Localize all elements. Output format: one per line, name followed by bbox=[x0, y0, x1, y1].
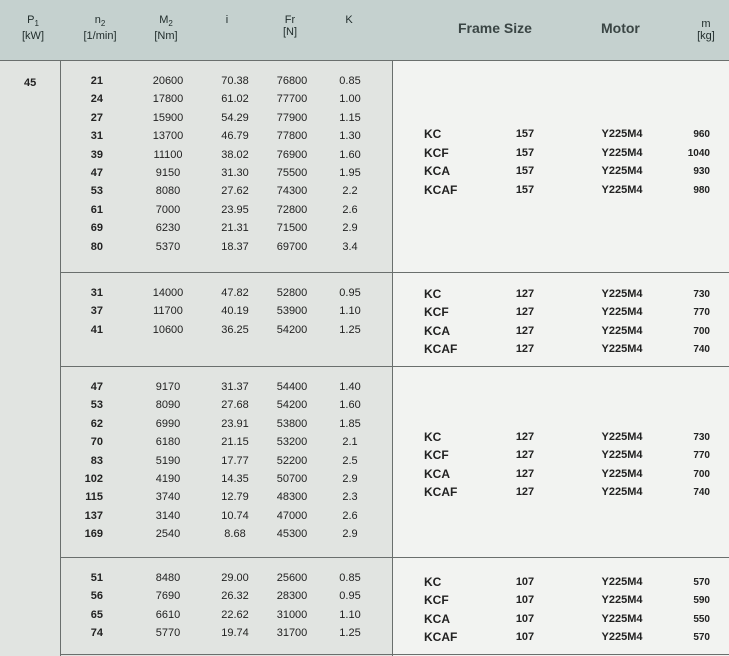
output-torque-cell: 5370 bbox=[155, 240, 181, 253]
output-torque-cell: 6230 bbox=[155, 222, 181, 235]
motor-cell: Y225M4 bbox=[601, 486, 643, 498]
frame-size-cell: 107 bbox=[515, 613, 535, 625]
frame-size-cell: 127 bbox=[515, 468, 535, 480]
header-k bbox=[334, 14, 364, 26]
model-type-cell: KC bbox=[424, 287, 442, 301]
output-torque-cell: 9170 bbox=[155, 381, 181, 393]
output-speed-cell: 83 bbox=[90, 454, 103, 467]
radial-load-cell: 54400 bbox=[276, 381, 308, 393]
model-type-cell: KCA bbox=[424, 612, 450, 626]
mass-cell: 700 bbox=[693, 326, 710, 337]
output-speed-cell: 21 bbox=[90, 75, 103, 87]
header-p1 bbox=[18, 14, 48, 42]
motor-cell: Y225M4 bbox=[601, 576, 643, 588]
ratio-cell: 46.79 bbox=[221, 130, 249, 143]
service-factor-cell: 0.95 bbox=[339, 287, 361, 299]
radial-load-cell: 76800 bbox=[276, 75, 308, 87]
model-type-cell: KCF bbox=[424, 146, 449, 160]
frame-size-cell: 157 bbox=[515, 165, 535, 177]
motor-cell: Y225M4 bbox=[601, 449, 643, 461]
frame-size-cell: 107 bbox=[515, 631, 535, 643]
model-type-cell: KCAF bbox=[424, 183, 458, 197]
frame-size-cell: 107 bbox=[515, 576, 535, 588]
service-factor-cell: 1.00 bbox=[339, 93, 361, 106]
frame-size-cell: 127 bbox=[515, 288, 535, 300]
output-speed-cell: 53 bbox=[90, 399, 103, 412]
header-p1-symbol: P bbox=[27, 14, 35, 26]
mass-cell: 980 bbox=[693, 185, 710, 196]
frame-size-cell: 157 bbox=[515, 128, 535, 140]
output-torque-cell: 11100 bbox=[153, 148, 183, 161]
model-type-cell: KCA bbox=[424, 164, 450, 178]
mass-cell: 930 bbox=[693, 166, 710, 177]
service-factor-cell: 2.1 bbox=[342, 436, 358, 449]
motor-cell: Y225M4 bbox=[601, 431, 643, 443]
header-m2-subscript: 2 bbox=[168, 19, 173, 29]
model-type-cell: KC bbox=[424, 127, 442, 141]
ratio-cell: 14.35 bbox=[221, 473, 249, 485]
header-fr-unit: [N] bbox=[282, 26, 298, 38]
ratio-cell: 26.32 bbox=[221, 590, 249, 603]
header-fr bbox=[264, 14, 316, 38]
service-factor-cell: 2.5 bbox=[342, 454, 358, 467]
ratio-cell: 21.31 bbox=[221, 222, 249, 235]
mass-cell: 570 bbox=[693, 632, 710, 643]
frame-size-cell: 127 bbox=[515, 486, 535, 498]
model-type-cell: KCAF bbox=[424, 342, 458, 356]
model-type-cell: KC bbox=[424, 430, 442, 444]
radial-load-cell: 47000 bbox=[276, 509, 308, 522]
radial-load-cell: 31000 bbox=[276, 608, 308, 621]
service-factor-cell: 2.9 bbox=[342, 528, 358, 541]
output-torque-cell: 14000 bbox=[152, 287, 184, 299]
motor-cell: Y225M4 bbox=[601, 306, 643, 318]
frame-size-cell: 107 bbox=[515, 594, 535, 606]
output-speed-cell: 24 bbox=[90, 93, 103, 106]
column-divider-p1 bbox=[60, 60, 61, 656]
service-factor-cell: 1.85 bbox=[339, 417, 361, 430]
frame-size-cell: 127 bbox=[515, 306, 535, 318]
ratio-cell: 31.30 bbox=[221, 167, 249, 179]
header-motor: Motor bbox=[601, 20, 640, 36]
output-speed-cell: 70 bbox=[90, 436, 103, 449]
output-speed-cell: 69 bbox=[90, 222, 103, 235]
ratio-cell: 23.95 bbox=[221, 203, 249, 216]
output-torque-cell: 2540 bbox=[155, 528, 181, 541]
ratio-cell: 31.37 bbox=[221, 381, 249, 393]
service-factor-cell: 0.85 bbox=[339, 75, 361, 87]
output-torque-cell: 8080 bbox=[155, 185, 181, 198]
service-factor-cell: 1.15 bbox=[339, 111, 361, 124]
header-p1-subscript: 1 bbox=[34, 19, 39, 29]
output-speed-cell: 61 bbox=[90, 203, 103, 216]
output-speed-cell: 65 bbox=[90, 608, 103, 621]
service-factor-cell: 1.25 bbox=[339, 323, 361, 336]
motor-cell: Y225M4 bbox=[601, 613, 643, 625]
ratio-cell: 61.02 bbox=[221, 93, 249, 106]
model-type-cell: KCF bbox=[424, 448, 449, 462]
service-factor-cell: 1.25 bbox=[339, 627, 361, 640]
ratio-cell: 47.82 bbox=[221, 287, 249, 299]
output-speed-cell: 47 bbox=[90, 381, 103, 393]
output-torque-cell: 15900 bbox=[152, 111, 184, 124]
service-factor-cell: 1.30 bbox=[339, 130, 361, 143]
header-ratio-symbol: i bbox=[225, 14, 229, 26]
radial-load-cell: 53900 bbox=[276, 305, 308, 318]
output-torque-cell: 11700 bbox=[153, 305, 183, 318]
output-torque-cell: 9150 bbox=[155, 167, 181, 179]
output-speed-cell: 102 bbox=[84, 473, 103, 485]
output-speed-cell: 47 bbox=[90, 167, 103, 179]
header-frame-size: Frame Size bbox=[458, 20, 532, 36]
frame-size-cell: 157 bbox=[515, 147, 535, 159]
output-speed-cell: 56 bbox=[90, 590, 103, 603]
mass-cell: 570 bbox=[693, 577, 710, 588]
ratio-cell: 10.74 bbox=[221, 509, 249, 522]
output-speed-cell: 53 bbox=[90, 185, 103, 198]
model-type-cell: KCA bbox=[424, 467, 450, 481]
output-torque-cell: 3740 bbox=[155, 491, 181, 504]
output-speed-cell: 137 bbox=[84, 509, 103, 522]
service-factor-cell: 0.95 bbox=[339, 590, 361, 603]
output-torque-cell: 8480 bbox=[155, 572, 181, 584]
frame-size-cell: 127 bbox=[515, 325, 535, 337]
header-rule bbox=[0, 60, 729, 61]
radial-load-cell: 50700 bbox=[276, 473, 308, 485]
ratio-cell: 36.25 bbox=[221, 323, 249, 336]
service-factor-cell: 0.85 bbox=[339, 572, 361, 584]
header-mass-unit: [kg] bbox=[697, 30, 715, 42]
header-n2-symbol: n bbox=[94, 14, 101, 26]
header-m2-unit: [Nm] bbox=[154, 30, 178, 43]
radial-load-cell: 45300 bbox=[276, 528, 308, 541]
motor-cell: Y225M4 bbox=[601, 631, 643, 643]
radial-load-cell: 28300 bbox=[276, 590, 308, 603]
header-n2-unit: [1/min] bbox=[83, 30, 117, 43]
output-torque-cell: 6180 bbox=[155, 436, 181, 449]
output-torque-cell: 20600 bbox=[152, 75, 184, 87]
output-speed-cell: 31 bbox=[90, 130, 103, 143]
radial-load-cell: 69700 bbox=[276, 240, 308, 253]
model-type-cell: KCF bbox=[424, 593, 449, 607]
frame-size-cell: 157 bbox=[515, 184, 535, 196]
motor-cell: Y225M4 bbox=[601, 147, 643, 159]
header-mass-symbol: m bbox=[701, 18, 711, 30]
radial-load-cell: 31700 bbox=[276, 627, 308, 640]
radial-load-cell: 52200 bbox=[276, 454, 308, 467]
p1-value: 45 bbox=[24, 77, 37, 89]
radial-load-cell: 76900 bbox=[276, 148, 308, 161]
radial-load-cell: 52800 bbox=[276, 287, 308, 299]
service-factor-cell: 3.4 bbox=[342, 240, 358, 253]
service-factor-cell: 2.6 bbox=[342, 509, 358, 522]
group-divider bbox=[60, 654, 729, 655]
mass-cell: 1040 bbox=[687, 148, 710, 159]
header-n2 bbox=[72, 14, 128, 42]
output-speed-cell: 39 bbox=[90, 148, 103, 161]
motor-cell: Y225M4 bbox=[601, 288, 643, 300]
output-torque-cell: 3140 bbox=[155, 509, 181, 522]
radial-load-cell: 75500 bbox=[276, 167, 308, 179]
service-factor-cell: 2.3 bbox=[342, 491, 358, 504]
mass-cell: 960 bbox=[693, 129, 710, 140]
ratio-cell: 40.19 bbox=[221, 305, 249, 318]
motor-cell: Y225M4 bbox=[601, 325, 643, 337]
motor-cell: Y225M4 bbox=[601, 468, 643, 480]
output-speed-cell: 80 bbox=[90, 240, 103, 253]
frame-size-cell: 127 bbox=[515, 431, 535, 443]
service-factor-cell: 1.40 bbox=[339, 381, 361, 393]
ratio-cell: 70.38 bbox=[221, 75, 249, 87]
output-torque-cell: 7000 bbox=[155, 203, 181, 216]
service-factor-cell: 1.10 bbox=[339, 608, 361, 621]
output-speed-cell: 115 bbox=[85, 491, 103, 504]
mass-cell: 550 bbox=[693, 614, 710, 625]
header-p1-unit: [kW] bbox=[22, 30, 44, 43]
radial-load-cell: 25600 bbox=[276, 572, 308, 584]
header-fr-symbol: Fr bbox=[284, 14, 296, 26]
motor-cell: Y225M4 bbox=[601, 594, 643, 606]
ratio-cell: 27.62 bbox=[221, 185, 249, 198]
mass-cell: 590 bbox=[693, 595, 710, 606]
ratio-cell: 19.74 bbox=[221, 627, 249, 640]
output-torque-cell: 6990 bbox=[155, 417, 181, 430]
output-torque-cell: 7690 bbox=[155, 590, 181, 603]
ratio-cell: 12.79 bbox=[221, 491, 249, 504]
ratio-cell: 17.77 bbox=[221, 454, 249, 467]
radial-load-cell: 72800 bbox=[276, 203, 308, 216]
output-speed-cell: 74 bbox=[90, 627, 103, 640]
motor-cell: Y225M4 bbox=[601, 128, 643, 140]
output-speed-cell: 37 bbox=[90, 305, 103, 318]
frame-size-cell: 127 bbox=[515, 343, 535, 355]
motor-cell: Y225M4 bbox=[601, 165, 643, 177]
mass-cell: 770 bbox=[693, 307, 710, 318]
output-torque-cell: 17800 bbox=[152, 93, 184, 106]
ratio-cell: 23.91 bbox=[221, 417, 249, 430]
radial-load-cell: 77800 bbox=[276, 130, 308, 143]
service-factor-cell: 2.2 bbox=[342, 185, 358, 198]
header-n2-subscript: 2 bbox=[100, 19, 106, 29]
output-torque-cell: 10600 bbox=[152, 323, 184, 336]
ratio-cell: 38.02 bbox=[221, 148, 249, 161]
radial-load-cell: 53200 bbox=[276, 436, 308, 449]
model-type-cell: KCAF bbox=[424, 485, 458, 499]
mass-cell: 740 bbox=[693, 487, 710, 498]
service-factor-cell: 2.9 bbox=[342, 222, 358, 235]
motor-cell: Y225M4 bbox=[601, 343, 643, 355]
ratio-cell: 21.15 bbox=[221, 436, 249, 449]
output-speed-cell: 31 bbox=[90, 287, 103, 299]
service-factor-cell: 1.60 bbox=[339, 399, 361, 412]
model-type-cell: KCA bbox=[424, 324, 450, 338]
ratio-cell: 18.37 bbox=[221, 240, 249, 253]
radial-load-cell: 74300 bbox=[276, 185, 308, 198]
ratio-cell: 8.68 bbox=[224, 528, 246, 541]
mass-cell: 730 bbox=[693, 289, 710, 300]
output-torque-cell: 6610 bbox=[155, 608, 181, 621]
output-speed-cell: 62 bbox=[90, 417, 103, 430]
radial-load-cell: 71500 bbox=[276, 222, 308, 235]
frame-size-cell: 127 bbox=[515, 449, 535, 461]
group-divider bbox=[60, 272, 729, 273]
header-mass bbox=[692, 18, 720, 42]
header-m2 bbox=[138, 14, 194, 42]
mass-cell: 700 bbox=[693, 469, 710, 480]
header-k-symbol: K bbox=[345, 14, 353, 26]
header-ratio bbox=[212, 14, 242, 26]
output-torque-cell: 8090 bbox=[155, 399, 181, 412]
model-type-cell: KC bbox=[424, 575, 442, 589]
output-speed-cell: 27 bbox=[90, 111, 103, 124]
service-factor-cell: 1.10 bbox=[339, 305, 361, 318]
ratio-cell: 54.29 bbox=[221, 111, 249, 124]
radial-load-cell: 53800 bbox=[276, 417, 308, 430]
output-torque-cell: 5770 bbox=[155, 627, 181, 640]
mass-cell: 740 bbox=[693, 344, 710, 355]
service-factor-cell: 1.95 bbox=[339, 167, 361, 179]
output-speed-cell: 41 bbox=[90, 323, 103, 336]
model-type-cell: KCF bbox=[424, 305, 449, 319]
group-divider bbox=[60, 557, 729, 558]
service-factor-cell: 2.6 bbox=[342, 203, 358, 216]
radial-load-cell: 54200 bbox=[276, 399, 308, 412]
motor-cell: Y225M4 bbox=[601, 184, 643, 196]
output-speed-cell: 51 bbox=[90, 572, 103, 584]
radial-load-cell: 77700 bbox=[276, 93, 308, 106]
ratio-cell: 29.00 bbox=[221, 572, 249, 584]
column-divider-model bbox=[392, 60, 393, 656]
ratio-cell: 27.68 bbox=[221, 399, 249, 412]
mass-cell: 770 bbox=[693, 450, 710, 461]
model-type-cell: KCAF bbox=[424, 630, 458, 644]
radial-load-cell: 54200 bbox=[276, 323, 308, 336]
service-factor-cell: 2.9 bbox=[342, 473, 358, 485]
radial-load-cell: 77900 bbox=[276, 111, 308, 124]
radial-load-cell: 48300 bbox=[276, 491, 308, 504]
output-torque-cell: 4190 bbox=[155, 473, 181, 485]
output-speed-cell: 169 bbox=[84, 528, 103, 541]
output-torque-cell: 5190 bbox=[155, 454, 181, 467]
service-factor-cell: 1.60 bbox=[339, 148, 361, 161]
ratio-cell: 22.62 bbox=[221, 608, 249, 621]
mass-cell: 730 bbox=[693, 432, 710, 443]
group-divider bbox=[60, 366, 729, 367]
output-torque-cell: 13700 bbox=[152, 130, 184, 143]
header-m2-symbol: M bbox=[159, 14, 169, 26]
